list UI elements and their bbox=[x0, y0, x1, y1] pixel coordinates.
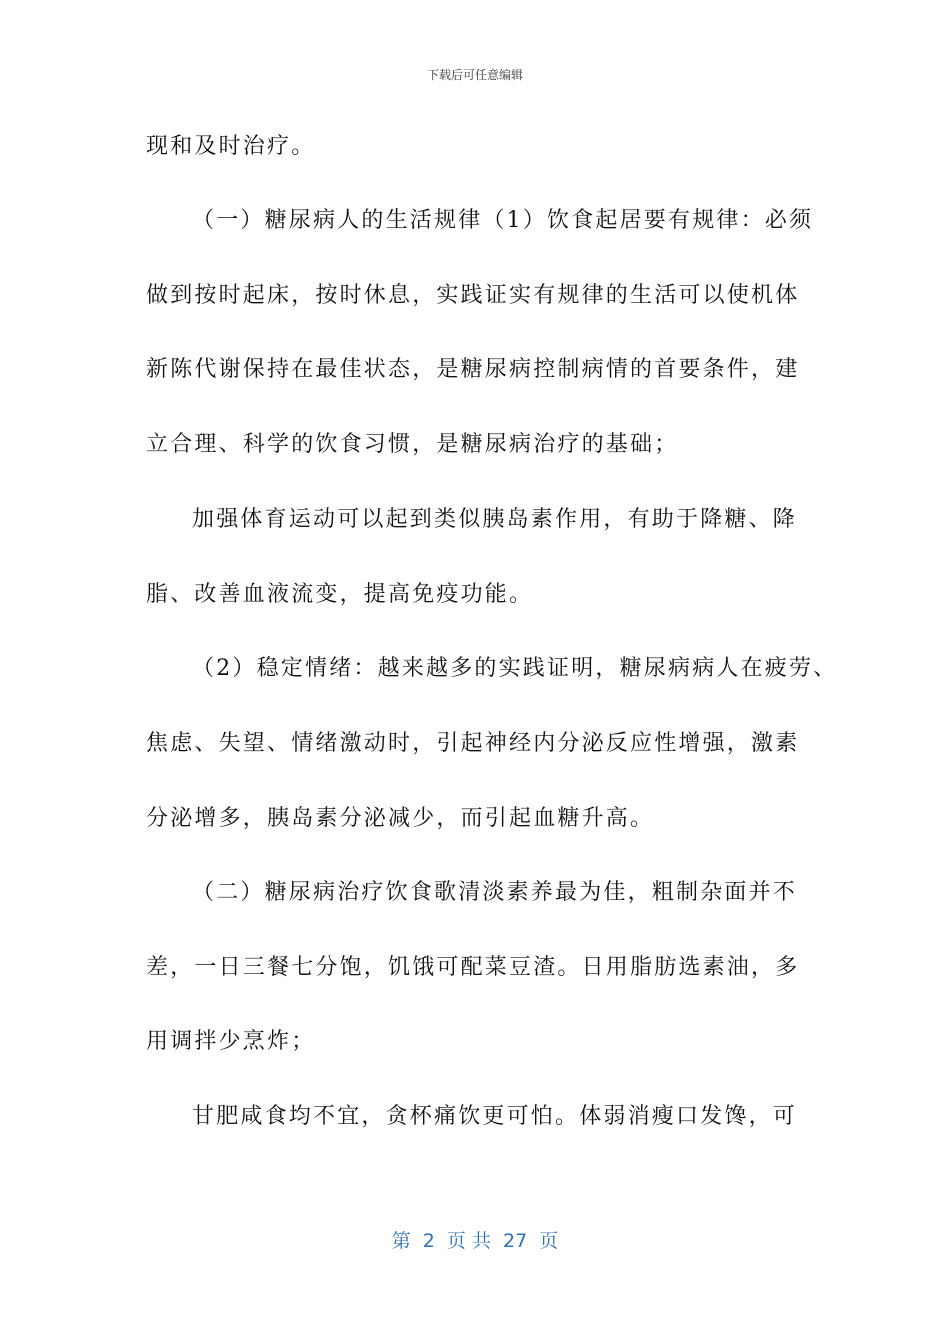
page-number-footer: 第 2 页 共 27 页 bbox=[391, 1230, 559, 1252]
text-line: 用调拌少烹炸； bbox=[146, 1029, 316, 1054]
text-line: （2）稳定情绪：越来越多的实践证明，糖尿病病人在疲劳、 bbox=[192, 656, 838, 681]
text-line: 立合理、科学的饮食习惯，是糖尿病治疗的基础； bbox=[146, 432, 679, 457]
text-line: 脂、改善血液流变，提高免疫功能。 bbox=[146, 582, 534, 607]
text-line: 甘肥咸食均不宜，贪杯痛饮更可怕。体弱消瘦口发馋，可 bbox=[192, 1104, 798, 1129]
text-line: 焦虑、失望、情绪激动时，引起神经内分泌反应性增强，激素 bbox=[146, 731, 800, 756]
text-line: 加强体育运动可以起到类似胰岛素作用，有助于降糖、降 bbox=[192, 507, 798, 532]
text-line: 做到按时起床，按时休息，实践证实有规律的生活可以使机体 bbox=[146, 283, 800, 308]
text-line: 分泌增多，胰岛素分泌减少，而引起血糖升高。 bbox=[146, 806, 655, 831]
text-line: 现和及时治疗。 bbox=[146, 134, 316, 159]
text-line: （一）糖尿病人的生活规律（1）饮食起居要有规律：必须 bbox=[192, 208, 814, 233]
text-line: 差，一日三餐七分饱，饥饿可配菜豆渣。日用脂肪选素油，多 bbox=[146, 955, 800, 980]
text-line: （二）糖尿病治疗饮食歌清淡素养最为佳，粗制杂面并不 bbox=[192, 880, 798, 905]
text-line: 新陈代谢保持在最佳状态，是糖尿病控制病情的首要条件，建 bbox=[146, 357, 800, 382]
page-header: 下载后可任意编辑 bbox=[426, 68, 523, 82]
